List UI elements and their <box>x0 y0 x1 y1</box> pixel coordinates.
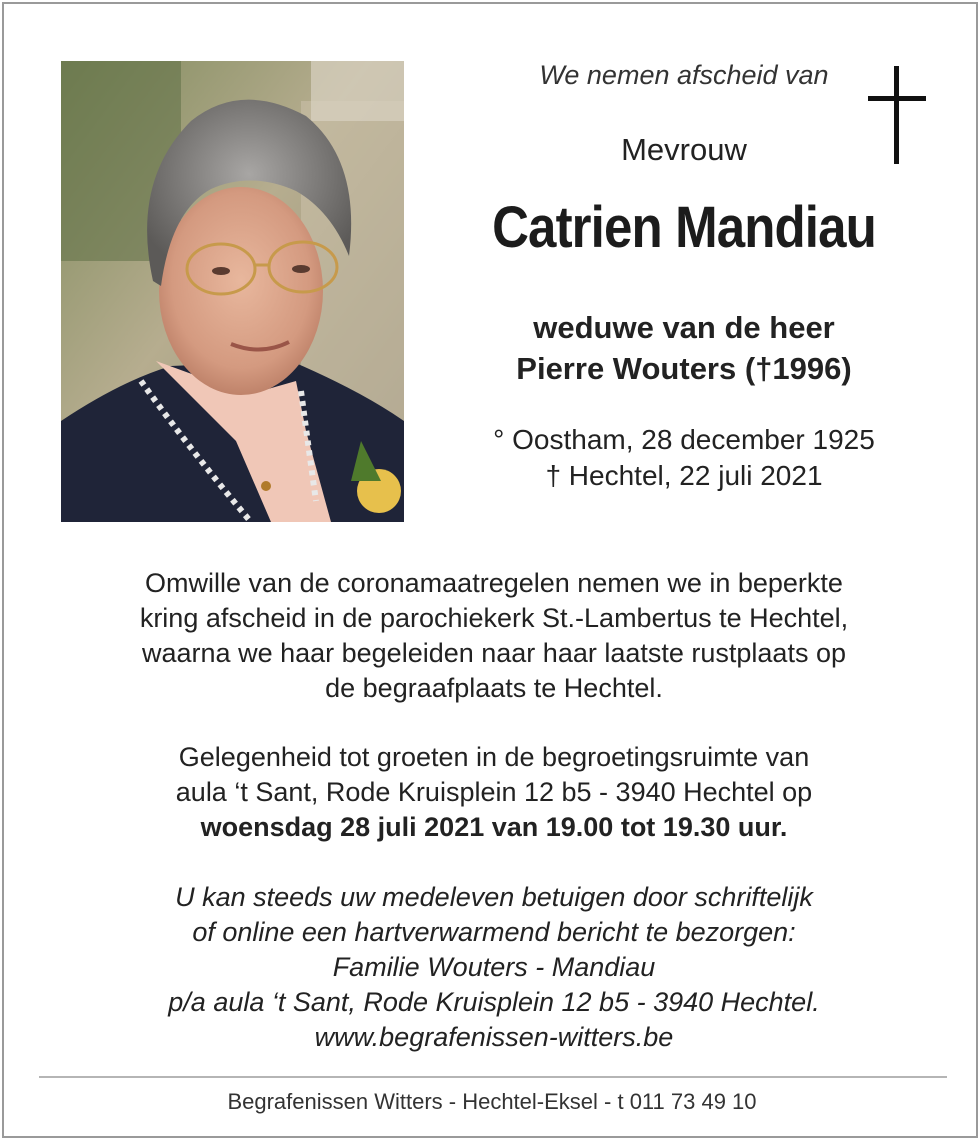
birth-line: ° Oostham, 28 december 1925 <box>493 424 875 455</box>
visitation-line-1: Gelegenheid tot groeten in de begroetingsruimte van <box>178 742 810 772</box>
condolences-line-3: Familie Wouters - Mandiau <box>332 952 656 982</box>
footer-divider <box>39 1076 947 1078</box>
life-dates <box>424 422 944 494</box>
spouse-line-2: Pierre Wouters (†1996) <box>516 351 852 386</box>
spouse-info <box>424 307 944 389</box>
ceremony-line-1: Omwille van de coronamaatregelen nemen we in beperkte <box>145 568 843 598</box>
ceremony-line-4: de begraafplaats te Hechtel. <box>325 673 663 703</box>
death-line: † Hechtel, 22 juli 2021 <box>545 460 823 491</box>
condolences-line-4: p/a aula ‘t Sant, Rode Kruisplein 12 b5 - 3940 Hechtel. <box>168 987 820 1017</box>
website-link[interactable]: www.begrafenissen-witters.be <box>314 1022 674 1052</box>
intro-line: We nemen afscheid van <box>539 60 829 90</box>
visitation-line-2: aula ‘t Sant, Rode Kruisplein 12 b5 - 3940 Hechtel op <box>175 777 813 807</box>
portrait-photo <box>61 61 404 522</box>
deceased-name: Catrien Mandiau <box>492 195 876 260</box>
condolences-line-2: of online een hartverwarmend bericht te bezorgen: <box>192 917 796 947</box>
condolences-line-1: U kan steeds uw medeleven betuigen door schriftelijk <box>175 882 813 912</box>
obituary-card <box>2 2 978 1138</box>
ceremony-line-3: waarna we haar begeleiden naar haar laatste rustplaats op <box>142 638 846 668</box>
spouse-line-1: weduwe van de heer <box>533 310 835 345</box>
title-word: Mevrouw <box>621 132 747 167</box>
ceremony-line-2: kring afscheid in de parochiekerk St.-Lambertus te Hechtel, <box>139 603 849 633</box>
visitation-line-3: woensdag 28 juli 2021 van 19.00 tot 19.30 uur. <box>200 812 788 842</box>
visitation-paragraph <box>44 740 944 845</box>
condolences-paragraph <box>44 880 944 1055</box>
cross-icon <box>868 66 926 164</box>
ceremony-paragraph <box>44 566 944 706</box>
footer-text: Begrafenissen Witters - Hechtel-Eksel - t 011 73 49 10 <box>227 1089 757 1114</box>
